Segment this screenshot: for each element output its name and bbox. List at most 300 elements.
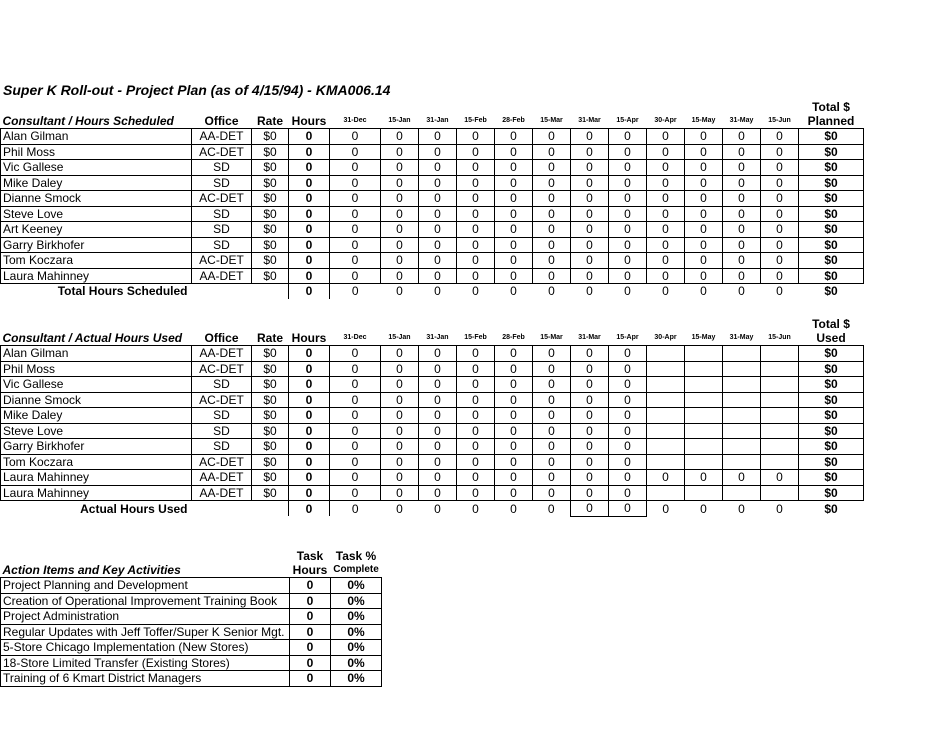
period-value-cell[interactable]: 0	[330, 253, 381, 269]
task-pct-cell[interactable]: 0%	[331, 593, 382, 609]
consultant-name[interactable]: Laura Mahinney	[1, 485, 192, 501]
period-value-cell[interactable]: 0	[381, 423, 419, 439]
blank-cell[interactable]	[1, 316, 799, 331]
period-value-cell[interactable]: 0	[723, 268, 761, 284]
period-value-cell[interactable]: 0	[571, 470, 609, 486]
consultant-name[interactable]: Vic Gallese	[1, 377, 192, 393]
consultant-name[interactable]: Phil Moss	[1, 361, 192, 377]
rate-cell[interactable]: $0	[252, 470, 289, 486]
period-value-cell[interactable]: 0	[330, 454, 381, 470]
blank-cell[interactable]	[192, 501, 252, 517]
period-value-cell[interactable]: 0	[723, 175, 761, 191]
consultant-name[interactable]: Laura Mahinney	[1, 470, 192, 486]
period-value-cell[interactable]: 0	[330, 222, 381, 238]
period-value-cell[interactable]	[723, 361, 761, 377]
total-period-cell[interactable]: 0	[776, 284, 783, 299]
hours-cell[interactable]: 0	[289, 361, 330, 377]
period-value-cell[interactable]: 0	[571, 175, 609, 191]
total-period-cell[interactable]: 0	[776, 501, 783, 516]
office-header[interactable]: Office	[204, 331, 239, 345]
blank-cell[interactable]	[192, 284, 252, 299]
task-pct-cell[interactable]: 0%	[331, 624, 382, 640]
period-value-cell[interactable]: 0	[609, 392, 647, 408]
rate-cell[interactable]: $0	[252, 346, 289, 362]
period-value-cell[interactable]: 0	[419, 346, 457, 362]
rate-cell[interactable]: $0	[252, 206, 289, 222]
period-value-cell[interactable]	[647, 423, 685, 439]
period-value-cell[interactable]: 0	[647, 470, 685, 486]
action-item-label[interactable]: 18-Store Limited Transfer (Existing Stores)	[1, 655, 290, 671]
period-value-cell[interactable]	[761, 454, 799, 470]
period-value-cell[interactable]: 0	[571, 392, 609, 408]
date-header[interactable]: 15-Feb	[464, 334, 487, 341]
rate-cell[interactable]: $0	[252, 160, 289, 176]
period-value-cell[interactable]: 0	[330, 129, 381, 145]
action-item-label[interactable]: Regular Updates with Jeff Toffer/Super K Senior Mgt.	[1, 624, 290, 640]
rate-cell[interactable]: $0	[252, 439, 289, 455]
office-cell[interactable]: AC-DET	[192, 392, 252, 408]
period-value-cell[interactable]	[723, 439, 761, 455]
total-period-cell[interactable]: 0	[510, 501, 517, 516]
task-hours-cell[interactable]: 0	[290, 655, 331, 671]
period-value-cell[interactable]: 0	[381, 346, 419, 362]
period-value-cell[interactable]: 0	[419, 191, 457, 207]
period-value-cell[interactable]: 0	[419, 423, 457, 439]
total-label[interactable]: Actual Hours Used	[80, 501, 188, 516]
task-pct-cell[interactable]: 0%	[331, 609, 382, 625]
task-hours-cell[interactable]: 0	[290, 609, 331, 625]
period-value-cell[interactable]: 0	[419, 175, 457, 191]
period-value-cell[interactable]: 0	[381, 206, 419, 222]
period-value-cell[interactable]: 0	[571, 485, 609, 501]
period-value-cell[interactable]: 0	[761, 191, 799, 207]
period-value-cell[interactable]: 0	[571, 191, 609, 207]
hours-header[interactable]: Hours	[291, 114, 327, 128]
period-value-cell[interactable]: 0	[381, 253, 419, 269]
office-cell[interactable]: SD	[192, 160, 252, 176]
period-value-cell[interactable]: 0	[495, 439, 533, 455]
period-value-cell[interactable]	[723, 454, 761, 470]
period-value-cell[interactable]: 0	[457, 222, 495, 238]
total-period-cell[interactable]: 0	[738, 501, 745, 516]
period-value-cell[interactable]: 0	[381, 408, 419, 424]
task-hours-cell[interactable]: 0	[290, 578, 331, 594]
period-value-cell[interactable]: 0	[723, 191, 761, 207]
date-header[interactable]: 15-Jun	[768, 334, 791, 341]
period-value-cell[interactable]: 0	[457, 439, 495, 455]
hours-cell[interactable]: 0	[289, 268, 330, 284]
period-value-cell[interactable]: 0	[381, 454, 419, 470]
row-total-cell[interactable]: $0	[799, 423, 864, 439]
period-value-cell[interactable]	[723, 485, 761, 501]
period-value-cell[interactable]: 0	[609, 470, 647, 486]
period-value-cell[interactable]: 0	[761, 253, 799, 269]
period-value-cell[interactable]: 0	[419, 253, 457, 269]
task-header-top[interactable]: Task	[296, 548, 324, 563]
hours-cell[interactable]: 0	[289, 175, 330, 191]
grand-total-cell[interactable]: $0	[824, 501, 838, 516]
office-cell[interactable]: AA-DET	[192, 129, 252, 145]
date-header[interactable]: 28-Feb	[502, 117, 525, 124]
period-value-cell[interactable]: 0	[761, 222, 799, 238]
total-period-cell[interactable]: 0	[548, 284, 555, 299]
period-value-cell[interactable]: 0	[571, 222, 609, 238]
period-value-cell[interactable]: 0	[533, 408, 571, 424]
period-value-cell[interactable]: 0	[381, 439, 419, 455]
consultant-name[interactable]: Dianne Smock	[1, 392, 192, 408]
task-hours-cell[interactable]: 0	[290, 671, 331, 687]
date-header[interactable]: 31-May	[729, 117, 754, 124]
consultant-name[interactable]: Art Keeney	[1, 222, 192, 238]
period-value-cell[interactable]: 0	[495, 191, 533, 207]
office-cell[interactable]: SD	[192, 237, 252, 253]
rate-cell[interactable]: $0	[252, 377, 289, 393]
office-cell[interactable]: SD	[192, 439, 252, 455]
rate-cell[interactable]: $0	[252, 222, 289, 238]
hours-cell[interactable]: 0	[289, 160, 330, 176]
period-value-cell[interactable]: 0	[761, 129, 799, 145]
total-period-cell[interactable]: 0	[662, 284, 669, 299]
period-value-cell[interactable]: 0	[723, 144, 761, 160]
period-value-cell[interactable]	[723, 377, 761, 393]
row-total-cell[interactable]: $0	[799, 222, 864, 238]
period-value-cell[interactable]: 0	[457, 361, 495, 377]
period-value-cell[interactable]: 0	[457, 129, 495, 145]
period-value-cell[interactable]: 0	[457, 454, 495, 470]
date-header[interactable]: 15-Apr	[616, 334, 639, 341]
period-value-cell[interactable]: 0	[495, 175, 533, 191]
period-value-cell[interactable]: 0	[609, 268, 647, 284]
period-value-cell[interactable]: 0	[419, 377, 457, 393]
row-total-cell[interactable]: $0	[799, 377, 864, 393]
action-item-label[interactable]: Project Planning and Development	[1, 578, 290, 594]
period-value-cell[interactable]: 0	[647, 160, 685, 176]
period-value-cell[interactable]: 0	[571, 377, 609, 393]
period-value-cell[interactable]	[761, 439, 799, 455]
period-value-cell[interactable]: 0	[330, 361, 381, 377]
period-value-cell[interactable]: 0	[419, 160, 457, 176]
hours-cell[interactable]: 0	[289, 454, 330, 470]
period-value-cell[interactable]	[761, 346, 799, 362]
period-value-cell[interactable]	[723, 423, 761, 439]
date-header[interactable]: 31-Dec	[343, 117, 367, 124]
total-period-cell[interactable]: 0	[396, 284, 403, 299]
period-value-cell[interactable]: 0	[457, 423, 495, 439]
period-value-cell[interactable]: 0	[457, 175, 495, 191]
period-value-cell[interactable]: 0	[533, 237, 571, 253]
total-period-cell[interactable]: 0	[472, 501, 479, 516]
period-value-cell[interactable]	[761, 361, 799, 377]
period-value-cell[interactable]: 0	[571, 237, 609, 253]
period-value-cell[interactable]	[647, 392, 685, 408]
consultant-name[interactable]: Alan Gilman	[1, 129, 192, 145]
date-header[interactable]: 15-May	[691, 117, 716, 124]
period-value-cell[interactable]: 0	[571, 129, 609, 145]
period-value-cell[interactable]: 0	[609, 439, 647, 455]
period-value-cell[interactable]	[685, 361, 723, 377]
period-value-cell[interactable]	[685, 485, 723, 501]
office-cell[interactable]: AA-DET	[192, 485, 252, 501]
period-value-cell[interactable]: 0	[495, 470, 533, 486]
period-value-cell[interactable]: 0	[609, 454, 647, 470]
task-hours-cell[interactable]: 0	[290, 640, 331, 656]
period-value-cell[interactable]: 0	[457, 346, 495, 362]
period-value-cell[interactable]: 0	[457, 144, 495, 160]
rate-cell[interactable]: $0	[252, 191, 289, 207]
date-header[interactable]: 15-Feb	[464, 117, 487, 124]
hours-cell[interactable]: 0	[289, 423, 330, 439]
hours-cell[interactable]: 0	[289, 392, 330, 408]
period-value-cell[interactable]	[761, 392, 799, 408]
period-value-cell[interactable]	[685, 408, 723, 424]
hours-cell[interactable]: 0	[289, 206, 330, 222]
hours-cell[interactable]: 0	[289, 408, 330, 424]
period-value-cell[interactable]: 0	[761, 470, 799, 486]
blank-cell[interactable]	[252, 501, 289, 517]
action-item-label[interactable]: 5-Store Chicago Implementation (New Stores)	[1, 640, 290, 656]
period-value-cell[interactable]: 0	[533, 160, 571, 176]
task-pct-cell[interactable]: 0%	[331, 671, 382, 687]
period-value-cell[interactable]: 0	[330, 191, 381, 207]
row-total-cell[interactable]: $0	[799, 175, 864, 191]
total-header-top[interactable]: Total $	[812, 99, 850, 114]
period-value-cell[interactable]: 0	[761, 237, 799, 253]
row-total-cell[interactable]: $0	[799, 268, 864, 284]
rate-cell[interactable]: $0	[252, 129, 289, 145]
date-header[interactable]: 30-Apr	[654, 334, 677, 341]
period-value-cell[interactable]: 0	[609, 206, 647, 222]
task-hours-cell[interactable]: 0	[290, 624, 331, 640]
period-value-cell[interactable]: 0	[647, 253, 685, 269]
period-value-cell[interactable]: 0	[571, 439, 609, 455]
date-header[interactable]: 31-Mar	[578, 334, 601, 341]
date-header[interactable]: 31-Jan	[426, 334, 449, 341]
period-value-cell[interactable]	[723, 392, 761, 408]
consultant-name[interactable]: Steve Love	[1, 206, 192, 222]
period-value-cell[interactable]	[761, 377, 799, 393]
total-period-cell[interactable]: 0	[700, 284, 707, 299]
date-header[interactable]: 15-Mar	[540, 334, 563, 341]
date-header[interactable]: 31-Mar	[578, 117, 601, 124]
office-cell[interactable]: SD	[192, 377, 252, 393]
period-value-cell[interactable]	[647, 361, 685, 377]
period-value-cell[interactable]: 0	[761, 175, 799, 191]
row-total-cell[interactable]: $0	[799, 408, 864, 424]
hours-cell[interactable]: 0	[289, 485, 330, 501]
pct-header-bottom[interactable]: Complete	[333, 564, 379, 575]
total-period-cell[interactable]: 0	[738, 284, 745, 299]
period-value-cell[interactable]: 0	[457, 485, 495, 501]
period-value-cell[interactable]: 0	[609, 485, 647, 501]
office-cell[interactable]: AA-DET	[192, 268, 252, 284]
total-hours-cell[interactable]: 0	[289, 501, 330, 517]
period-value-cell[interactable]: 0	[685, 222, 723, 238]
hours-cell[interactable]: 0	[289, 470, 330, 486]
period-value-cell[interactable]	[685, 423, 723, 439]
period-value-cell[interactable]: 0	[571, 361, 609, 377]
period-value-cell[interactable]: 0	[647, 206, 685, 222]
period-value-cell[interactable]: 0	[330, 439, 381, 455]
hours-cell[interactable]: 0	[289, 439, 330, 455]
period-value-cell[interactable]: 0	[457, 237, 495, 253]
period-value-cell[interactable]: 0	[381, 160, 419, 176]
consultant-name[interactable]: Phil Moss	[1, 144, 192, 160]
period-value-cell[interactable]: 0	[609, 129, 647, 145]
office-cell[interactable]: AC-DET	[192, 191, 252, 207]
row-total-cell[interactable]: $0	[799, 454, 864, 470]
date-header[interactable]: 31-Jan	[426, 117, 449, 124]
period-value-cell[interactable]: 0	[457, 377, 495, 393]
period-value-cell[interactable]: 0	[381, 392, 419, 408]
period-value-cell[interactable]: 0	[330, 206, 381, 222]
period-value-cell[interactable]: 0	[647, 129, 685, 145]
row-total-cell[interactable]: $0	[799, 237, 864, 253]
period-value-cell[interactable]: 0	[495, 253, 533, 269]
period-value-cell[interactable]: 0	[495, 144, 533, 160]
period-value-cell[interactable]: 0	[495, 423, 533, 439]
hours-cell[interactable]: 0	[289, 237, 330, 253]
rate-cell[interactable]: $0	[252, 423, 289, 439]
consultant-name[interactable]: Steve Love	[1, 423, 192, 439]
date-header[interactable]: 28-Feb	[502, 334, 525, 341]
period-value-cell[interactable]: 0	[419, 392, 457, 408]
period-value-cell[interactable]: 0	[571, 206, 609, 222]
period-value-cell[interactable]: 0	[381, 470, 419, 486]
period-value-cell[interactable]: 0	[330, 160, 381, 176]
period-value-cell[interactable]: 0	[495, 485, 533, 501]
consultant-name[interactable]: Dianne Smock	[1, 191, 192, 207]
period-value-cell[interactable]: 0	[330, 346, 381, 362]
action-items-header[interactable]: Action Items and Key Activities	[2, 563, 181, 577]
period-value-cell[interactable]	[761, 408, 799, 424]
period-value-cell[interactable]: 0	[609, 160, 647, 176]
row-total-cell[interactable]: $0	[799, 191, 864, 207]
period-value-cell[interactable]: 0	[609, 222, 647, 238]
period-value-cell[interactable]	[647, 439, 685, 455]
total-header-top[interactable]: Total $	[812, 316, 850, 331]
consultant-name[interactable]: Tom Koczara	[1, 454, 192, 470]
hours-cell[interactable]: 0	[289, 144, 330, 160]
period-value-cell[interactable]	[685, 392, 723, 408]
total-period-cell[interactable]: 0	[586, 284, 593, 299]
action-item-label[interactable]: Training of 6 Kmart District Managers	[1, 671, 290, 687]
period-value-cell[interactable]: 0	[647, 237, 685, 253]
period-value-cell[interactable]: 0	[330, 175, 381, 191]
period-value-cell[interactable]: 0	[457, 268, 495, 284]
period-value-cell[interactable]: 0	[685, 129, 723, 145]
period-value-cell[interactable]: 0	[533, 377, 571, 393]
office-cell[interactable]: AC-DET	[192, 454, 252, 470]
period-value-cell[interactable]: 0	[723, 206, 761, 222]
period-value-cell[interactable]: 0	[330, 268, 381, 284]
total-label[interactable]: Total Hours Scheduled	[57, 284, 188, 299]
period-value-cell[interactable]: 0	[457, 392, 495, 408]
period-value-cell[interactable]: 0	[685, 268, 723, 284]
total-period-cell[interactable]: 0	[571, 501, 609, 517]
rate-cell[interactable]: $0	[252, 175, 289, 191]
office-cell[interactable]: SD	[192, 206, 252, 222]
period-value-cell[interactable]: 0	[609, 253, 647, 269]
period-value-cell[interactable]: 0	[533, 268, 571, 284]
consultant-name[interactable]: Mike Daley	[1, 408, 192, 424]
period-value-cell[interactable]: 0	[330, 392, 381, 408]
period-value-cell[interactable]: 0	[419, 439, 457, 455]
period-value-cell[interactable]: 0	[761, 206, 799, 222]
period-value-cell[interactable]: 0	[533, 175, 571, 191]
period-value-cell[interactable]: 0	[495, 206, 533, 222]
total-period-cell[interactable]: 0	[472, 284, 479, 299]
total-period-cell[interactable]: 0	[434, 501, 441, 516]
period-value-cell[interactable]	[723, 408, 761, 424]
period-value-cell[interactable]: 0	[533, 454, 571, 470]
period-value-cell[interactable]: 0	[381, 175, 419, 191]
period-value-cell[interactable]: 0	[571, 160, 609, 176]
period-value-cell[interactable]: 0	[685, 144, 723, 160]
date-header[interactable]: 31-May	[729, 334, 754, 341]
period-value-cell[interactable]: 0	[647, 222, 685, 238]
period-value-cell[interactable]	[647, 408, 685, 424]
period-value-cell[interactable]: 0	[457, 253, 495, 269]
total-header-bottom[interactable]: Used	[816, 331, 846, 345]
row-total-cell[interactable]: $0	[799, 206, 864, 222]
office-cell[interactable]: AA-DET	[192, 470, 252, 486]
rate-cell[interactable]: $0	[252, 144, 289, 160]
rate-cell[interactable]: $0	[252, 392, 289, 408]
period-value-cell[interactable]: 0	[457, 160, 495, 176]
consultant-header[interactable]: Consultant / Actual Hours Used	[2, 331, 183, 345]
row-total-cell[interactable]: $0	[799, 361, 864, 377]
blank-cell[interactable]	[1, 99, 799, 114]
period-value-cell[interactable]: 0	[723, 222, 761, 238]
period-value-cell[interactable]: 0	[571, 454, 609, 470]
period-value-cell[interactable]: 0	[381, 191, 419, 207]
period-value-cell[interactable]: 0	[609, 408, 647, 424]
period-value-cell[interactable]: 0	[533, 253, 571, 269]
period-value-cell[interactable]	[723, 346, 761, 362]
rate-cell[interactable]: $0	[252, 408, 289, 424]
period-value-cell[interactable]: 0	[533, 129, 571, 145]
consultant-header[interactable]: Consultant / Hours Scheduled	[2, 114, 174, 128]
row-total-cell[interactable]: $0	[799, 144, 864, 160]
date-header[interactable]: 31-Dec	[343, 334, 367, 341]
task-hours-cell[interactable]: 0	[290, 593, 331, 609]
period-value-cell[interactable]: 0	[609, 346, 647, 362]
period-value-cell[interactable]: 0	[419, 222, 457, 238]
period-value-cell[interactable]: 0	[419, 454, 457, 470]
period-value-cell[interactable]: 0	[419, 268, 457, 284]
total-period-cell[interactable]: 0	[396, 501, 403, 516]
hours-cell[interactable]: 0	[289, 346, 330, 362]
period-value-cell[interactable]: 0	[495, 346, 533, 362]
office-cell[interactable]: SD	[192, 175, 252, 191]
total-period-cell[interactable]: 0	[624, 284, 631, 299]
period-value-cell[interactable]: 0	[381, 361, 419, 377]
period-value-cell[interactable]: 0	[761, 144, 799, 160]
action-item-label[interactable]: Project Administration	[1, 609, 290, 625]
period-value-cell[interactable]: 0	[457, 191, 495, 207]
period-value-cell[interactable]: 0	[419, 485, 457, 501]
hours-cell[interactable]: 0	[289, 222, 330, 238]
period-value-cell[interactable]: 0	[571, 144, 609, 160]
row-total-cell[interactable]: $0	[799, 439, 864, 455]
office-cell[interactable]: AA-DET	[192, 346, 252, 362]
total-header-bottom[interactable]: Planned	[807, 114, 855, 128]
period-value-cell[interactable]	[761, 485, 799, 501]
period-value-cell[interactable]: 0	[609, 175, 647, 191]
total-period-cell[interactable]: 0	[351, 501, 359, 516]
period-value-cell[interactable]: 0	[381, 129, 419, 145]
period-value-cell[interactable]	[685, 377, 723, 393]
